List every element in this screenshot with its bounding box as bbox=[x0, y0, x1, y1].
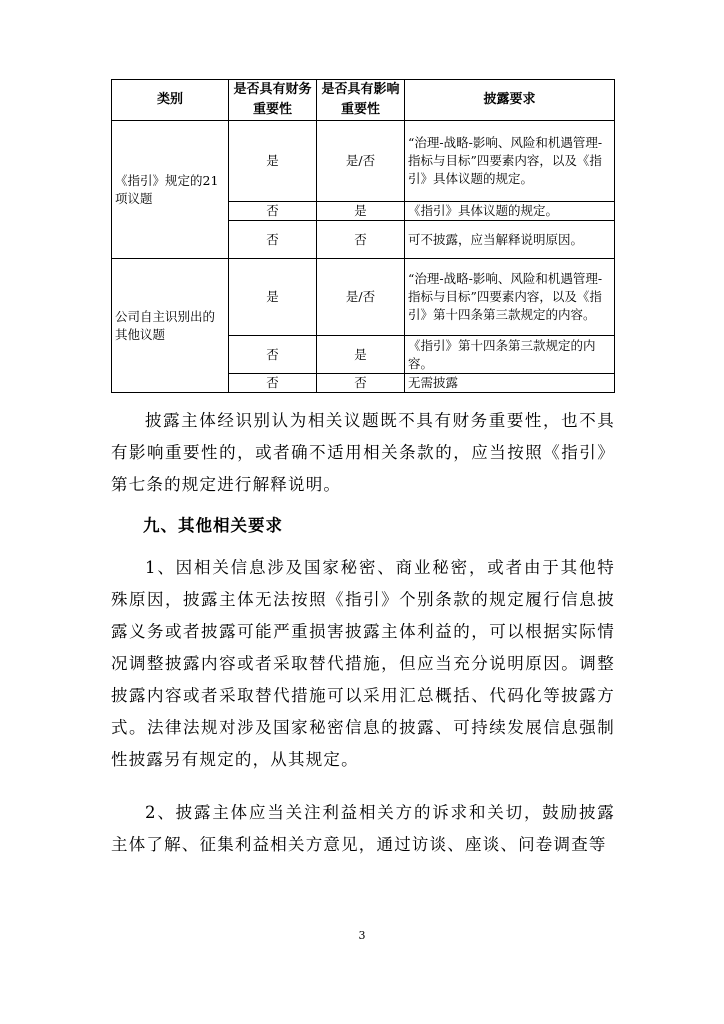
table-header-row bbox=[112, 80, 615, 121]
financial-cell: 否 bbox=[229, 336, 317, 374]
category-cell: 《指引》规定的21项议题 bbox=[112, 121, 229, 259]
impact-cell: 是 bbox=[317, 202, 405, 221]
financial-cell: 否 bbox=[229, 374, 317, 393]
financial-cell: 是 bbox=[229, 259, 317, 336]
page-number: 3 bbox=[358, 929, 366, 942]
financial-cell: 是 bbox=[229, 121, 317, 202]
impact-cell: 否 bbox=[317, 374, 405, 393]
requirement-cell: “治理-战略-影响、风险和机遇管理-指标与目标”四要素内容，以及《指引》第十四条第三款规定的内容。 bbox=[405, 259, 615, 336]
table-row bbox=[112, 259, 615, 336]
disclosure-requirements-table bbox=[111, 79, 615, 393]
table-row bbox=[112, 121, 615, 202]
impact-cell: 是/否 bbox=[317, 121, 405, 202]
requirement-cell: 可不披露，应当解释说明原因。 bbox=[405, 221, 615, 259]
requirement-cell: “治理-战略-影响、风险和机遇管理-指标与目标”四要素内容，以及《指引》具体议题的规定。 bbox=[405, 121, 615, 202]
header-disclosure-requirement: 披露要求 bbox=[405, 80, 615, 121]
header-financial-materiality: 是否具有财务重要性 bbox=[229, 80, 317, 121]
section-heading: 九、其他相关要求 bbox=[143, 516, 283, 535]
requirement-item-1: 1、因相关信息涉及国家秘密、商业秘密，或者由于其他特殊原因，披露主体无法按照《指引》个别条款的规定履行信息披露义务或者披露可能严重损害披露主体利益的，可以根据实际情况调整披露内容或者采取替代措施，但应当充分说明原因。调整披露内容或者采取替代措施可以采用汇总概括、代码化等披露方式。法律法规对涉及国家秘密信息的披露、可持续发展信息强制性披露另有规定的，从其规定。 bbox=[111, 558, 615, 769]
impact-cell: 是/否 bbox=[317, 259, 405, 336]
financial-cell: 否 bbox=[229, 202, 317, 221]
requirement-item-2: 2、披露主体应当关注利益相关方的诉求和关切，鼓励披露主体了解、征集利益相关方意见，通过访谈、座谈、问卷调查等 bbox=[111, 803, 615, 854]
header-impact-materiality: 是否具有影响重要性 bbox=[317, 80, 405, 121]
requirement-cell: 无需披露 bbox=[405, 374, 615, 393]
requirement-cell: 《指引》具体议题的规定。 bbox=[405, 202, 615, 221]
impact-cell: 是 bbox=[317, 336, 405, 374]
explanation-paragraph: 披露主体经识别认为相关议题既不具有财务重要性，也不具有影响重要性的，或者确不适用相关条款的，应当按照《指引》第七条的规定进行解释说明。 bbox=[111, 411, 615, 494]
header-category: 类别 bbox=[112, 80, 229, 121]
category-cell: 公司自主识别出的其他议题 bbox=[112, 259, 229, 393]
requirement-cell: 《指引》第十四条第三款规定的内容。 bbox=[405, 336, 615, 374]
financial-cell: 否 bbox=[229, 221, 317, 259]
impact-cell: 否 bbox=[317, 221, 405, 259]
